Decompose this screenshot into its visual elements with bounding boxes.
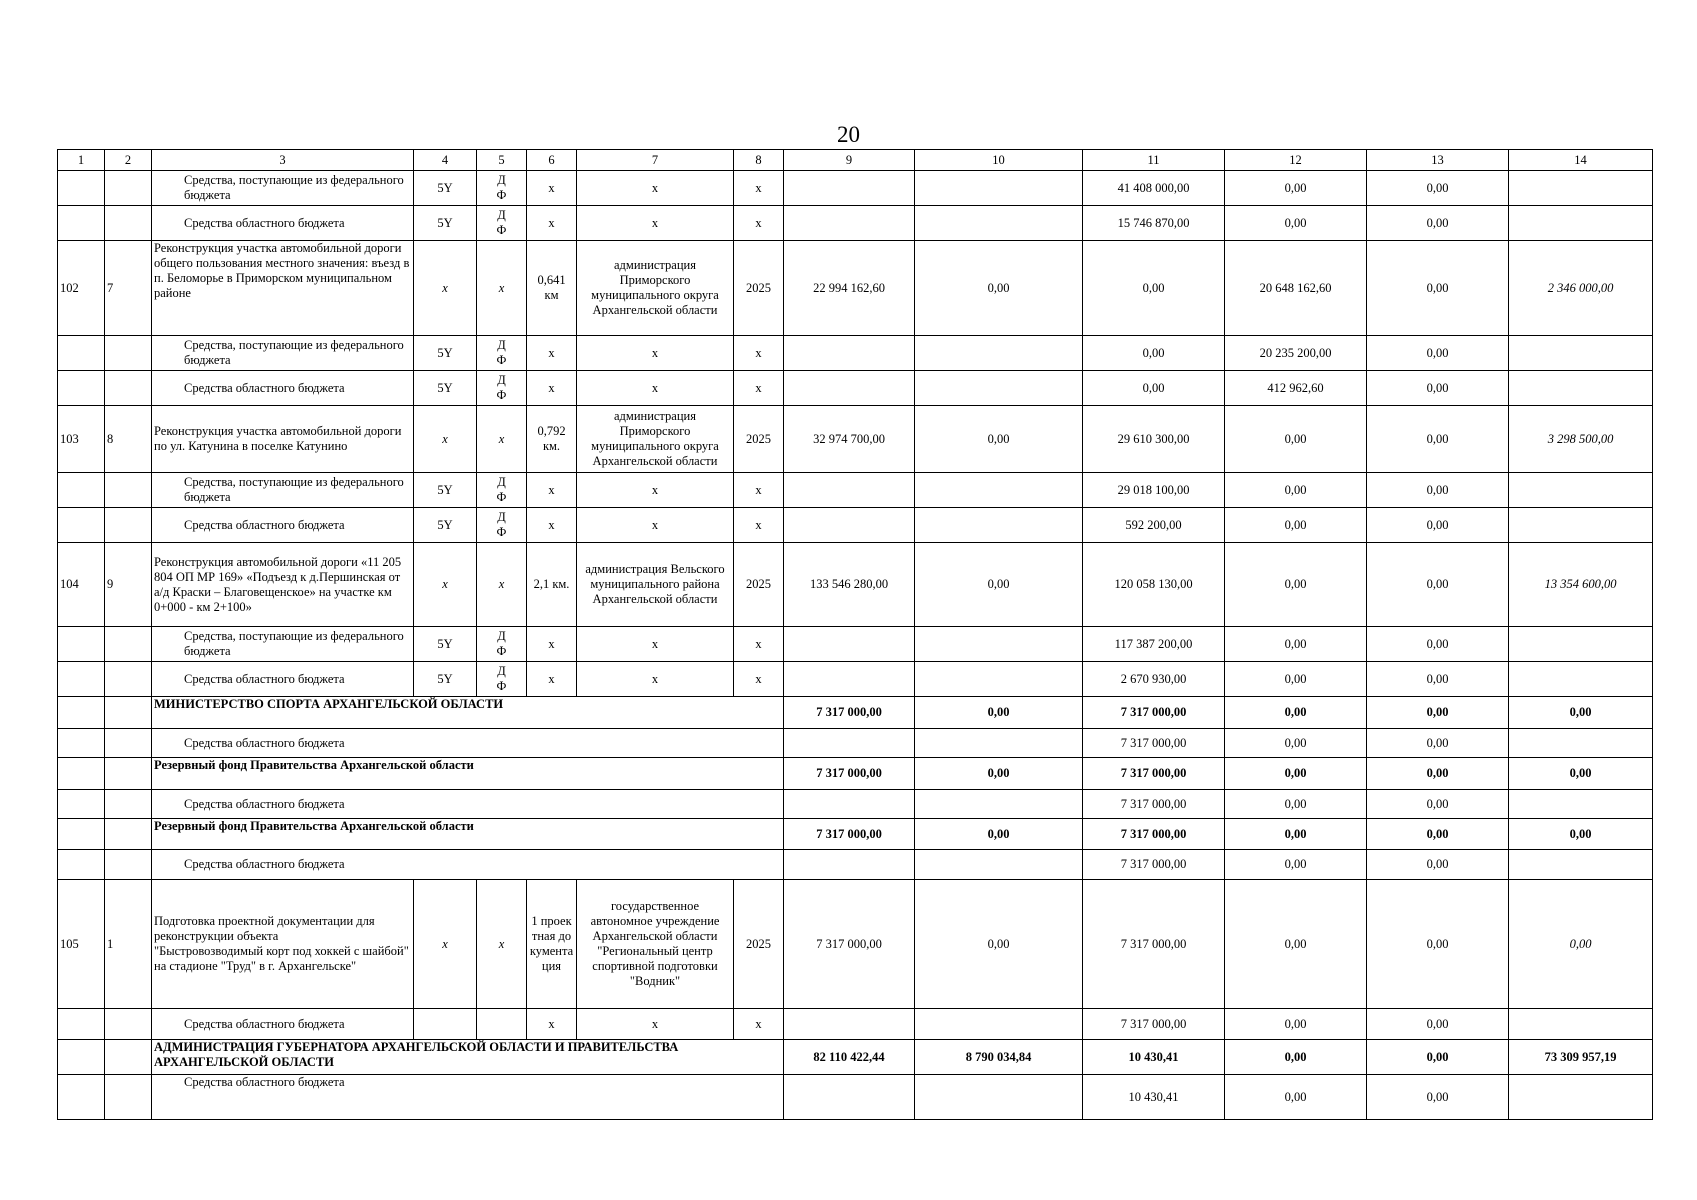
value-cell: 32 974 700,00 (784, 406, 915, 473)
x-cell: x (734, 371, 784, 406)
x-cell: x (734, 662, 784, 697)
value-cell: 0,00 (1367, 790, 1509, 819)
df-cell: Д Ф (477, 473, 527, 508)
value-cell: 0,00 (1509, 819, 1653, 850)
value-cell: 29 610 300,00 (1083, 406, 1225, 473)
x-cell: x (527, 171, 577, 206)
header-cell: 2 (105, 150, 152, 171)
x-cell: x (527, 371, 577, 406)
x-cell: x (527, 336, 577, 371)
x-cell: x (577, 206, 734, 241)
header-cell: 3 (152, 150, 414, 171)
df-cell: Д Ф (477, 336, 527, 371)
row-number: 103 (58, 406, 105, 473)
x-cell: x (577, 336, 734, 371)
x-cell: x (577, 508, 734, 543)
header-row (58, 150, 1653, 171)
value-cell: 10 430,41 (1083, 1040, 1225, 1075)
value-cell: 0,00 (1225, 508, 1367, 543)
value-cell: 7 317 000,00 (784, 697, 915, 729)
code-cell: 5Y (414, 171, 477, 206)
code-cell: 5Y (414, 336, 477, 371)
funding-source-label: Средства областного бюджета (152, 371, 414, 406)
value-cell: 0,00 (1367, 627, 1509, 662)
value-cell: 0,00 (1225, 758, 1367, 790)
x-cell: x (734, 336, 784, 371)
table-row (58, 406, 1653, 473)
value-cell: 0,00 (1367, 729, 1509, 758)
funding-source-label: Средства областного бюджета (152, 729, 784, 758)
value-cell: 0,00 (1225, 627, 1367, 662)
value-cell: 0,00 (1225, 206, 1367, 241)
object-name: Подготовка проектной документации для реконструкции объекта "Быстровозводимый корт под хоккей с шайбой" на стадионе "Труд" в г. Архангельске" (152, 880, 414, 1009)
value-cell: 7 317 000,00 (1083, 1009, 1225, 1040)
capacity-cell: 2,1 км. (527, 543, 577, 627)
value-cell: 0,00 (915, 543, 1083, 627)
value-cell: 7 317 000,00 (1083, 790, 1225, 819)
value-cell: 7 317 000,00 (1083, 729, 1225, 758)
value-cell: 0,00 (1367, 336, 1509, 371)
table-row (58, 473, 1653, 508)
x-cell: x (734, 206, 784, 241)
header-cell: 6 (527, 150, 577, 171)
x-cell: x (477, 406, 527, 473)
value-cell: 0,00 (1083, 371, 1225, 406)
customer-cell: администрация Приморского муниципального округа Архангельской области (577, 241, 734, 336)
value-cell: 0,00 (1509, 697, 1653, 729)
x-cell: x (734, 473, 784, 508)
value-cell: 0,00 (1367, 206, 1509, 241)
table-row (58, 790, 1653, 819)
value-cell: 0,00 (1225, 1009, 1367, 1040)
section-title: МИНИСТЕРСТВО СПОРТА АРХАНГЕЛЬСКОЙ ОБЛАСТИ (152, 697, 784, 729)
table-row (58, 336, 1653, 371)
value-cell: 0,00 (915, 819, 1083, 850)
table-row (58, 1009, 1653, 1040)
header-cell: 8 (734, 150, 784, 171)
value-cell: 0,00 (1367, 171, 1509, 206)
value-cell: 20 648 162,60 (1225, 241, 1367, 336)
value-cell: 73 309 957,19 (1509, 1040, 1653, 1075)
row-subnumber: 1 (105, 880, 152, 1009)
header-cell: 12 (1225, 150, 1367, 171)
df-cell: Д Ф (477, 627, 527, 662)
x-cell: x (477, 241, 527, 336)
x-cell: x (734, 171, 784, 206)
year-cell: 2025 (734, 406, 784, 473)
value-cell: 8 790 034,84 (915, 1040, 1083, 1075)
customer-cell: администрация Приморского муниципального округа Архангельской области (577, 406, 734, 473)
value-cell: 0,00 (1367, 662, 1509, 697)
header-cell: 7 (577, 150, 734, 171)
section-row (58, 819, 1653, 850)
funding-source-label: Средства, поступающие из федерального бюджета (152, 171, 414, 206)
header-cell: 5 (477, 150, 527, 171)
table-row (58, 371, 1653, 406)
funding-source-label: Средства областного бюджета (152, 1075, 784, 1120)
funding-source-label: Средства, поступающие из федерального бюджета (152, 627, 414, 662)
x-cell: x (477, 880, 527, 1009)
year-cell: 2025 (734, 543, 784, 627)
code-cell: 5Y (414, 627, 477, 662)
value-cell: 0,00 (1225, 790, 1367, 819)
value-cell: 412 962,60 (1225, 371, 1367, 406)
section-row (58, 697, 1653, 729)
capacity-cell: 0,641 км (527, 241, 577, 336)
customer-cell: администрация Вельского муниципального района Архангельской области (577, 543, 734, 627)
value-cell: 0,00 (915, 880, 1083, 1009)
x-cell: x (414, 406, 477, 473)
value-cell: 0,00 (1225, 1075, 1367, 1120)
funding-source-label: Средства, поступающие из федерального бюджета (152, 473, 414, 508)
value-cell: 120 058 130,00 (1083, 543, 1225, 627)
value-cell: 0,00 (1367, 1040, 1509, 1075)
x-cell: x (527, 473, 577, 508)
object-name: Реконструкция участка автомобильной дороги общего пользования местного значения: въезд в п. Беломорье в Приморском муниципальном районе (152, 241, 414, 336)
x-cell: x (527, 1009, 577, 1040)
table-row (58, 1075, 1653, 1120)
section-row (58, 1040, 1653, 1075)
row-number: 102 (58, 241, 105, 336)
header-cell: 4 (414, 150, 477, 171)
value-cell: 0,00 (1509, 880, 1653, 1009)
year-cell: 2025 (734, 241, 784, 336)
row-number: 104 (58, 543, 105, 627)
table-row (58, 627, 1653, 662)
value-cell: 0,00 (1083, 241, 1225, 336)
value-cell: 15 746 870,00 (1083, 206, 1225, 241)
value-cell: 20 235 200,00 (1225, 336, 1367, 371)
value-cell: 0,00 (1225, 850, 1367, 880)
value-cell: 22 994 162,60 (784, 241, 915, 336)
customer-cell: государственное автономное учреждение Архангельской области "Региональный центр спортивной подготовки "Водник" (577, 880, 734, 1009)
x-cell: x (577, 662, 734, 697)
value-cell: 82 110 422,44 (784, 1040, 915, 1075)
value-cell: 7 317 000,00 (1083, 697, 1225, 729)
table-row (58, 662, 1653, 697)
value-cell: 0,00 (1225, 406, 1367, 473)
header-cell: 9 (784, 150, 915, 171)
header-cell: 1 (58, 150, 105, 171)
row-number: 105 (58, 880, 105, 1009)
table-row (58, 171, 1653, 206)
object-name: Реконструкция участка автомобильной дороги по ул. Катунина в поселке Катунино (152, 406, 414, 473)
section-row (58, 758, 1653, 790)
object-name: Реконструкция автомобильной дороги «11 205 804 ОП МР 169» «Подъезд к д.Першинская от а/д Краски – Благовещенское» на участке км 0+000 - км 2+100» (152, 543, 414, 627)
table-row (58, 729, 1653, 758)
value-cell: 0,00 (1225, 662, 1367, 697)
df-cell: Д Ф (477, 171, 527, 206)
section-title: АДМИНИСТРАЦИЯ ГУБЕРНАТОРА АРХАНГЕЛЬСКОЙ ОБЛАСТИ И ПРАВИТЕЛЬСТВА АРХАНГЕЛЬСКОЙ ОБЛАСТИ (152, 1040, 784, 1075)
header-cell: 13 (1367, 150, 1509, 171)
df-cell: Д Ф (477, 371, 527, 406)
funding-source-label: Средства областного бюджета (152, 1009, 414, 1040)
table-row (58, 241, 1653, 336)
x-cell: x (527, 662, 577, 697)
value-cell: 0,00 (915, 406, 1083, 473)
value-cell: 7 317 000,00 (784, 758, 915, 790)
funding-source-label: Средства, поступающие из федерального бюджета (152, 336, 414, 371)
year-cell: 2025 (734, 880, 784, 1009)
value-cell: 0,00 (915, 758, 1083, 790)
value-cell: 41 408 000,00 (1083, 171, 1225, 206)
value-cell: 0,00 (1367, 697, 1509, 729)
value-cell: 29 018 100,00 (1083, 473, 1225, 508)
value-cell: 0,00 (915, 697, 1083, 729)
value-cell: 133 546 280,00 (784, 543, 915, 627)
value-cell: 3 298 500,00 (1509, 406, 1653, 473)
code-cell: 5Y (414, 508, 477, 543)
value-cell: 0,00 (1225, 729, 1367, 758)
value-cell: 592 200,00 (1083, 508, 1225, 543)
funding-source-label: Средства областного бюджета (152, 508, 414, 543)
value-cell: 0,00 (1225, 473, 1367, 508)
x-cell: x (577, 473, 734, 508)
x-cell: x (577, 171, 734, 206)
value-cell: 0,00 (1367, 406, 1509, 473)
value-cell: 7 317 000,00 (1083, 880, 1225, 1009)
value-cell: 2 346 000,00 (1509, 241, 1653, 336)
value-cell: 0,00 (1367, 880, 1509, 1009)
df-cell: Д Ф (477, 206, 527, 241)
value-cell: 0,00 (1367, 1075, 1509, 1120)
x-cell: x (577, 371, 734, 406)
value-cell: 0,00 (1367, 758, 1509, 790)
value-cell: 0,00 (1225, 171, 1367, 206)
header-cell: 11 (1083, 150, 1225, 171)
x-cell: x (477, 543, 527, 627)
code-cell: 5Y (414, 662, 477, 697)
value-cell: 0,00 (1083, 336, 1225, 371)
value-cell: 13 354 600,00 (1509, 543, 1653, 627)
value-cell: 0,00 (1225, 697, 1367, 729)
value-cell: 7 317 000,00 (1083, 758, 1225, 790)
value-cell: 0,00 (1367, 473, 1509, 508)
value-cell: 0,00 (1509, 758, 1653, 790)
value-cell: 0,00 (1225, 1040, 1367, 1075)
value-cell: 0,00 (1367, 508, 1509, 543)
value-cell: 0,00 (1367, 1009, 1509, 1040)
value-cell: 2 670 930,00 (1083, 662, 1225, 697)
value-cell: 0,00 (1367, 241, 1509, 336)
value-cell: 0,00 (1367, 371, 1509, 406)
value-cell: 117 387 200,00 (1083, 627, 1225, 662)
x-cell: x (527, 627, 577, 662)
df-cell: Д Ф (477, 508, 527, 543)
code-cell: 5Y (414, 473, 477, 508)
capacity-cell: 1 проектная документация (527, 880, 577, 1009)
value-cell: 7 317 000,00 (784, 819, 915, 850)
header-cell: 14 (1509, 150, 1653, 171)
capacity-cell: 0,792 км. (527, 406, 577, 473)
value-cell: 10 430,41 (1083, 1075, 1225, 1120)
table-row (58, 206, 1653, 241)
funding-source-label: Средства областного бюджета (152, 206, 414, 241)
df-cell: Д Ф (477, 662, 527, 697)
x-cell: x (414, 880, 477, 1009)
budget-table (57, 149, 1653, 1120)
x-cell: x (577, 627, 734, 662)
table-row (58, 543, 1653, 627)
page-number: 20 (837, 122, 860, 147)
header-cell: 10 (915, 150, 1083, 171)
value-cell: 7 317 000,00 (1083, 819, 1225, 850)
x-cell: x (414, 241, 477, 336)
x-cell: x (577, 1009, 734, 1040)
funding-source-label: Средства областного бюджета (152, 850, 784, 880)
x-cell: x (734, 508, 784, 543)
value-cell: 0,00 (1367, 543, 1509, 627)
code-cell: 5Y (414, 371, 477, 406)
x-cell: x (414, 543, 477, 627)
row-subnumber: 7 (105, 241, 152, 336)
value-cell: 0,00 (915, 241, 1083, 336)
x-cell: x (527, 206, 577, 241)
table-row (58, 850, 1653, 880)
section-title: Резервный фонд Правительства Архангельской области (152, 819, 784, 850)
x-cell: x (527, 508, 577, 543)
row-subnumber: 8 (105, 406, 152, 473)
value-cell: 0,00 (1225, 543, 1367, 627)
value-cell: 0,00 (1225, 880, 1367, 1009)
row-subnumber: 9 (105, 543, 152, 627)
x-cell: x (734, 627, 784, 662)
x-cell: x (734, 1009, 784, 1040)
value-cell: 7 317 000,00 (1083, 850, 1225, 880)
code-cell: 5Y (414, 206, 477, 241)
table-row (58, 508, 1653, 543)
value-cell: 0,00 (1225, 819, 1367, 850)
value-cell: 0,00 (1367, 850, 1509, 880)
value-cell: 0,00 (1367, 819, 1509, 850)
section-title: Резервный фонд Правительства Архангельской области (152, 758, 784, 790)
funding-source-label: Средства областного бюджета (152, 662, 414, 697)
value-cell: 7 317 000,00 (784, 880, 915, 1009)
funding-source-label: Средства областного бюджета (152, 790, 784, 819)
table-row (58, 880, 1653, 1009)
